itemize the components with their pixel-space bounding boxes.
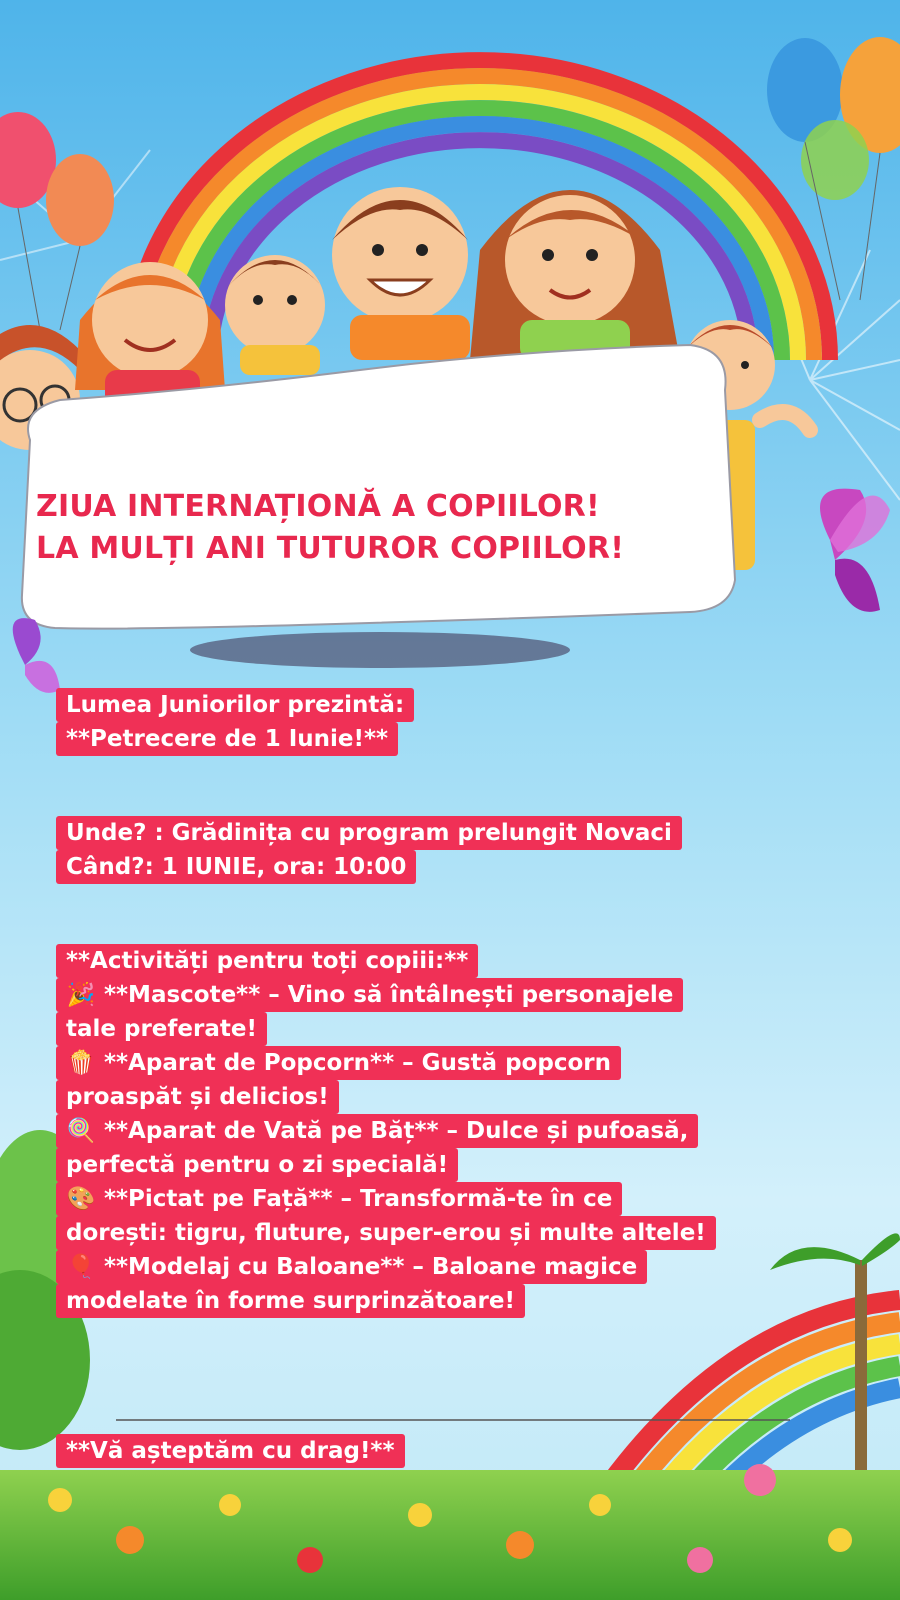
intro-line-2: **Petrecere de 1 Iunie!**	[56, 722, 398, 756]
banner-line-2: LA MULȚI ANI TUTUROR COPIILOR!	[36, 531, 625, 566]
activity-face-painting-cont: dorești: tigru, fluture, super-erou și multe altele!	[56, 1216, 716, 1250]
activity-face-painting: 🎨 **Pictat pe Față** – Transformă-te în ce	[56, 1182, 622, 1216]
lollipop-icon: 🍭	[66, 1118, 96, 1144]
popcorn-icon: 🍿	[66, 1050, 96, 1076]
balloon-icon: 🎈	[66, 1254, 96, 1280]
location-line-2: Când?: 1 IUNIE, ora: 10:00	[56, 850, 416, 884]
activities-title: **Activități pentru toți copiii:**	[56, 944, 478, 978]
intro-block	[56, 688, 414, 756]
activity-balloons: 🎈 **Modelaj cu Baloane** – Baloane magice	[56, 1250, 647, 1284]
activity-mascots-cont: tale preferate!	[56, 1012, 267, 1046]
activity-popcorn: 🍿 **Aparat de Popcorn** – Gustă popcorn	[56, 1046, 621, 1080]
location-line-1: Unde? : Grădinița cu program prelungit Novaci	[56, 816, 682, 850]
closing-line: **Vă așteptăm cu drag!**	[56, 1434, 405, 1468]
party-popper-icon: 🎉	[66, 982, 96, 1008]
palette-icon: 🎨	[66, 1186, 96, 1212]
intro-line-1: Lumea Juniorilor prezintă:	[56, 688, 414, 722]
activities-block	[56, 944, 716, 1318]
activity-mascots: 🎉 **Mascote** – Vino să întâlnești personajele	[56, 978, 683, 1012]
activity-cotton-candy: 🍭 **Aparat de Vată pe Băț** – Dulce și pufoasă,	[56, 1114, 698, 1148]
closing-block	[56, 1434, 405, 1468]
banner-line-1: ZIUA INTERNAȚIONĂ A COPIILOR!	[36, 489, 600, 524]
activity-cotton-candy-cont: perfectă pentru o zi specială!	[56, 1148, 458, 1182]
banner-title	[36, 486, 756, 570]
activity-balloons-cont: modelate în forme surprinzătoare!	[56, 1284, 525, 1318]
location-block	[56, 816, 682, 884]
activity-popcorn-cont: proaspăt și delicios!	[56, 1080, 339, 1114]
